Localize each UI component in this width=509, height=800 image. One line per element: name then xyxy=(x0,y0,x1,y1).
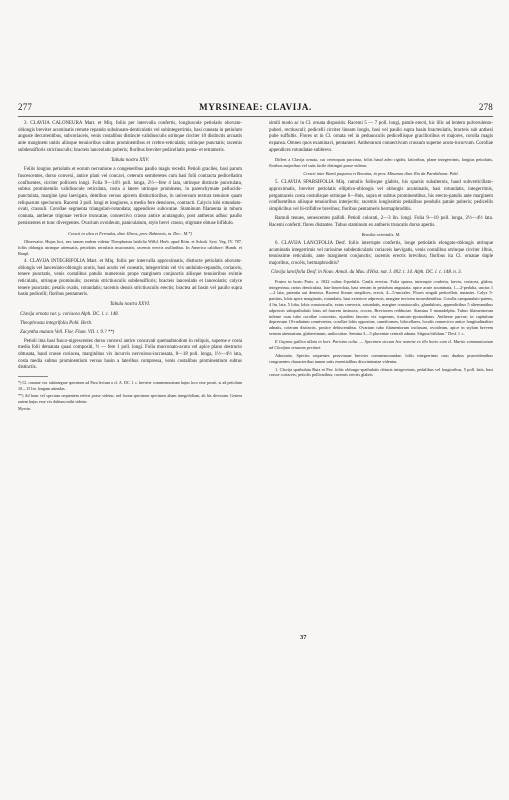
signature-number: 37 xyxy=(300,634,307,641)
observation-note: Observatio. Hujus loci, nec tamen eadem videtur Theophrasta latifolia Willd. Herb. apud Röm. et Schult. Syst. Veg. IV. 787. foliis oblongis utrinque attenuatis, petiolatis serrulatis mucronatis; racemis erectis axillaribus. In America calidiore: Humb. et Bonpl. xyxy=(18,239,242,256)
species-description: 5. CLAVIJA SPARSIFOLIA Miq. ramulis foliisque glabris, his sparsis subalternis, haud subverticillato-approximatis, breviter petiolatis elliptico-oblongis vel oblongis acuminatis, basi rotundatis, integerrimis, pergamaceis costa costulisque utrinque 6—8nis, supra et subtus prominentibus, his erecto-patulis ante marginem confluentibus aliisque tenuioribus interjectis; racemis longissimis pedalibus pendulis patule puberis; pedicellis simplicibus vel bi-trifidive brevibus; floribus pentameris hermaphroditis. xyxy=(269,180,493,212)
species-description: 4. CLAVIJA INTEGRIFOLIA Mart. et Miq. foliis per intervalla approximatis, distincte petiolatis obovato-oblongis vel lanceolato-oblongis acutis, basi acutis vel cuneatis, integerrimis vel vix undulato-repandis, coriaceis, tenere punctatis, venis costalibus patulis numerosis prope marginem conjunctis aliisque tenuioribus eximie reticulatis, utrinque prominulis; racemis strictiusculis subdensifloris; bracteis lanceolatis et lanceolatis; calyce tenere punctatis; petalis ovatis, rotundatis; racemis densis strictiusculis erectis; bractea ad basin vel paullo supra basin pedicelli; floribus pentameris. xyxy=(18,258,242,298)
habitat-note: Brasilia orientalis: M. xyxy=(361,232,401,238)
running-title: MYRSINEAE: CLAVIJA. xyxy=(199,102,312,112)
synonym-reference: Clavija lancifolia Desf. in Nouv. Annal. du Mus. d'Hist. nat. I. 402. t. 14. Alph. DC. l. c. 148. n. 3. xyxy=(271,270,462,275)
synonym-reference: Zacyntha mutans Vell. Flor. Flum. VII. t. 9.? **) xyxy=(20,329,115,335)
description-paragraph: Petioli ima basi fusco-nigrescentes dorso convexi antice concavati quemadmodum in reliquis, superne e costa media folii dematata quasi compositi, ½ — fere 1 poll. longi. Folia mucronato-acuta vel apice plano destructo obtusata, haud crasse coriacea, marginibus vix incurvis nervuloso-incrassata, 8—18 poll. longa, 1½—4½ lata, costa media subtus prominentium versus basin a lateribus compressa, venis costalibus prominentium subtus distinctis. xyxy=(18,338,242,371)
left-column xyxy=(18,121,242,414)
species-description: 1. Clavija spathulata Ruiz et Pav. foliis oblongo-spathulatis obtusis integerrimis, pedalibus vel longioribus, 5 poll. latis, basi crasse coriaceis; petiolis pollicaribus; racemis erectis glabris xyxy=(269,366,493,378)
running-header xyxy=(18,102,493,116)
plate-reference: Tabula nostra XXV. xyxy=(111,157,149,163)
habitat-note: E Guyana gallica allata in hort. Parisino culta. — Specimen siccum hoc nomine ex illo horto cum cl. Martio communicatum ad Clavijam ornatam pertinet. xyxy=(269,339,493,350)
habitat-note: Crescit inter Buriti paquena et Bocaina, in prov. Minarum distr. Rio da Parahibuna: Pohl. xyxy=(303,171,459,177)
synonym-reference: Theophrasta integrifolia Pohl. Herb. xyxy=(20,320,93,326)
species-description: 3. CLAVIJA CALONEURA Mart. et Miq. foliis per intervalla confertis, longiuscule petiolatis obovato-oblongis breviter acuminatis remote repando subsinuato-denticulatis vel subintegerrimis, basi cuneata in petiolum anguste decurrentibus, subcoriaceis, venis costalibus distincte validiusculis utrinque circiter 10 distinctis arcuatis ante marginem unitis aliisque tenuioribus subtus prominentibus et crebro-reticulatis, utrinque punctatis; racemis subdensifloris strictiusculis; bracteis lanceolatis puberis; floribus breviter pedicellatis penta- et tetrameris. xyxy=(18,121,242,153)
species-description: 6. CLAVIJA LANCIFOLIA Desf. foliis interrupte confertis, longe petiolatis elongato-oblongis utrinque acuminatis integerrimis vel rarissime subdenticulatis coriaceis laevigatis, venis costalibus utrinque circiter 18nis, tenuissime reticulatis, ante marginem conjunctis; racemis erectis brevibus; floribus ita Cl. ornatae duple majoribus, crocéis, hermaphroditis? xyxy=(269,241,493,267)
page-number-right: 278 xyxy=(478,102,493,112)
signature-mark: Myrsin. xyxy=(18,406,31,412)
annotation-note: Adnotatio. Species sequentes peruvianae breviter commemorandae, foliis integerrimis cum duabus praecedentibus congruentes characteribus tamen satis essentialibus discriminatae videntur. xyxy=(269,352,493,364)
differential-note: Differt a Clavija ornata, cui ceteroquin proxima, foliis haud adeo rigidis, latioribus, plane integerrimis, longius petiolatis, floribus majoribus vel satis facile distingui posse videtur. xyxy=(269,156,493,168)
plate-reference: Tabula nostra XXVI. xyxy=(109,302,151,308)
header-rule xyxy=(18,116,493,117)
footnote: **) Ad hanc vel specium sequentem referri posse videtur, sed forma specimen specimen aliam integrifoliam, ab his diversam. Genera autem hujus esse vix dubium mihi videtur. xyxy=(18,393,242,404)
description-paragraph: Foliis longius petiolatis et eorum nervatione a congeneribus paullo magis recedit. Petioli graciles, basi parum fuscescentes, dorso convexi, antice plani vel concavi, ceterum semiteretes cum basi folii contracta pedicellatim confluentes, circiter pollicem longi. Folia 9—14½ poll. longa, 2½—fere 4 lata, utrinque distincte punctulata, subtus prominentiis validiuscule reticulata, costa a latere utrinque prominens, in parenchymate pellucido-punctulata, margine ipso laevigato, dentibus versus apicem distinctioribus, in universum textura tenuiore quam reliquarum speciorum. Racemi 3 poll. longi et longiores, a medio fere densiores, contracti. Calycis lobi rotundato-ovati, crassuli. Corollae segmenta triangulari-rotundata; appendices subovatae. Staminum filamenta in tubum connata, antherae trigonae vertice truncatae, connectivo crasso antice acutangulo, post antheras adhuc paullo persistentes et tunc divergentes. Ovarium ovoideum, paniculatum, stylo brevi crasso, stigmate obtuse bifidulo. xyxy=(18,167,242,226)
habitat-note: Crescit in silva et Ferradas, distr. Ilheos, prov. Bahiensis, m. Dec.: M.*) xyxy=(68,230,192,236)
quoted-description: Frutex in horto Paris. a. 1822 cultus 6-pedalis. Caulis erectus. Folia sparsa, interrupte conferta, laevia, coriacea, glabra, integerrima, rarius denticulata, lato-lanceolata, basi sensim in petiolum angustata, apice acute acuminata, 1—2-pedalia, uncias 1—2 lata, patentia aut demissa. Racemi florum simplices, erecti, 4—5-unciales. Flores singuli pedicellati, nutantes. Calyx 5-partitus, lobis apice marginatis, rotundatis, basi exteriore adpressis, margine invicem incumbentibus. Corolla campanulato-patens, 4 lin. lata, 5 loba, lobis crassiusculis, extus convexis, rotundatis, margine crassiusculis, glandulosis, appendicibus 5 alternantibus adpressis subspathulatis lotus ad faucem instructa, crocea, Breviorem redductae. Stamina 5 monadelpha. Tubus filamentorum inferne cum tubo corollae concretus, ejusdem faucem vix superans, truncato-pyramidatus. Antherae parvae, in capitulum depressum 10-radiatum conniventes, corollae lobis oppositae, cuneiformes, bilocellares, loculis connectivo antice longitudinaliter adnatis, coterum distinctis, postice dehiscentibus. Ovarium tubo filamentorum inclusum, ovoideum, apice in stylum brevem sensim attenuatum, glaberrimum, uniloculare. Semina 3—5 placentae centrali adnata. Stigma bifidum." Desf. l. c. xyxy=(269,278,493,337)
footnote: *) Cl. ornatae var. subintegrae specimen ad Para lectum a cl. A. DC. l. c. breviter commemoratum hujus loco esse possit, si ad petiolum 10—15 lin. longum attendas. xyxy=(18,380,242,391)
right-column xyxy=(269,121,493,380)
description-paragraph: simili modo ac in Cl. ornata dispositis. Racemi 5 — 7 poll. longi, patule erecti, hic illic ad lentem pulverulento-puberi, rectiusculi; pedicelli circiter lineam longis, basi vel paullo supra basin bracteolatis, bracteis sub anthesi pube suffultis. Flores ut in Cl. ornata vel in peduunculis pedicellisque gracilioribus et majores, corolla magis expansa. Omnes quos examinavi, pentameri. Antherarum connectivum crassum superne acuto-incurvum. Corollae appendices rotundatae subbrevs. xyxy=(269,121,493,153)
footnote-separator xyxy=(18,376,48,377)
page-number-left: 277 xyxy=(18,102,33,112)
synonym-reference: Clavija ornata var. γ. coriacea Alph. DC. l. c. 148. xyxy=(20,311,119,317)
description-paragraph: Ramuli tenues, senescentes pallidi. Petioli colorati, 2—3 lin. longi. Folia 9—10 poll. longa, 2½—4½ lata. Racemi conferti; flores distantes. Tubus staminum ex antheris truncatis dorso apertis. xyxy=(269,215,493,228)
